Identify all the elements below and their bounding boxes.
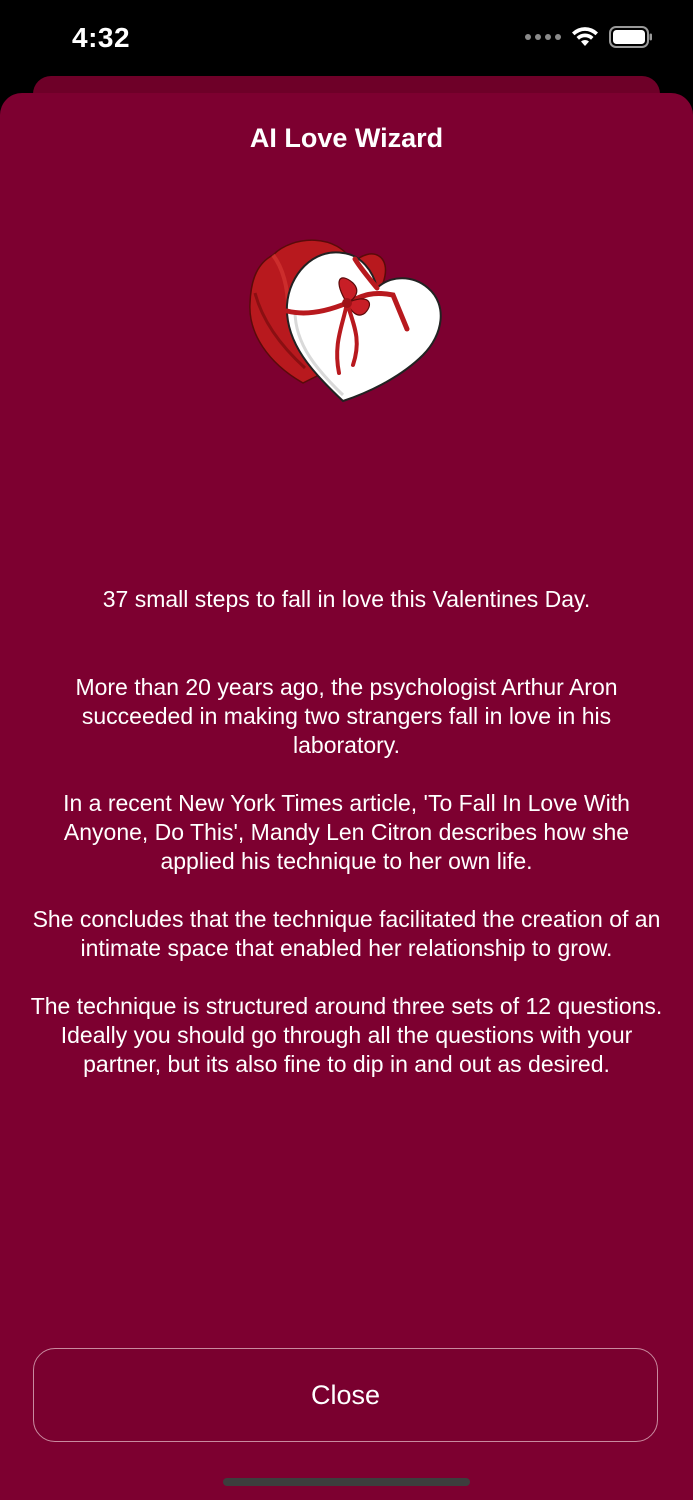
description-paragraph: She concludes that the technique facilitated the creation of an intimate space that enabled her relationship to grow.	[32, 906, 661, 961]
close-button[interactable]: Close	[33, 1348, 658, 1442]
heart-gift-box-icon	[243, 233, 449, 418]
status-time: 4:32	[72, 22, 131, 53]
info-sheet	[0, 93, 693, 1500]
description	[30, 673, 663, 1108]
home-indicator[interactable]	[223, 1478, 470, 1486]
description-paragraph: The technique is structured around three sets of 12 questions. Ideally you should go through all the questions with your partner, but its also fine to dip in and out as desired.	[30, 993, 663, 1077]
status-bar	[0, 0, 693, 80]
tagline: 37 small steps to fall in love this Valentines Day.	[102, 586, 591, 612]
cellular-signal-icon	[525, 34, 561, 40]
sheet-title: AI Love Wizard	[249, 123, 444, 153]
battery-icon	[609, 26, 653, 48]
wifi-icon	[571, 26, 599, 48]
status-icons	[525, 26, 653, 48]
description-paragraph: In a recent New York Times article, 'To Fall In Love With Anyone, Do This', Mandy Len Citron describes how she applied his technique to her own life.	[63, 790, 630, 874]
description-paragraph: More than 20 years ago, the psychologist Arthur Aron succeeded in making two strangers fall in love in his laboratory.	[75, 674, 618, 758]
